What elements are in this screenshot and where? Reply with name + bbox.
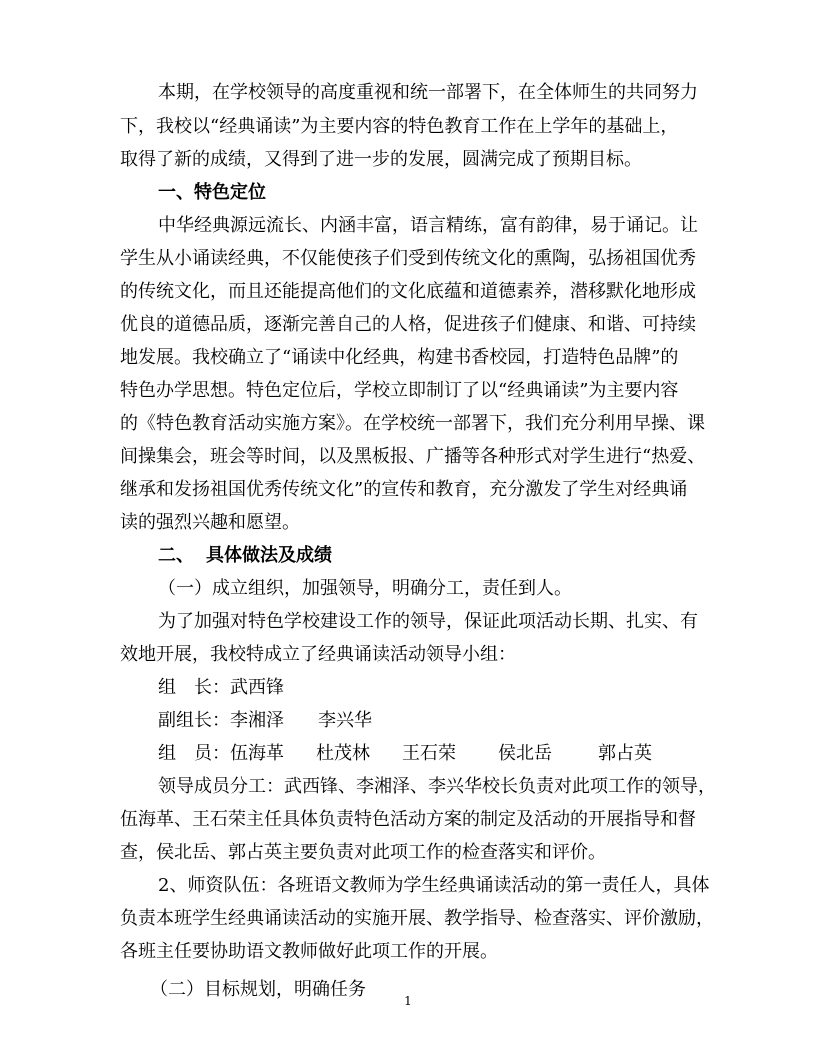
body-line: 效地开展，我校特成立了经典诵读活动领导小组： [120,644,516,665]
deputy-label: 副组长： [158,710,230,731]
leader-label: 组 长： [158,677,230,698]
body-line: 学生从小诵读经典，不仅能使孩子们受到传统文化的熏陶，弘扬祖国优秀 [120,248,696,269]
body-line: 读的强烈兴趣和愿望。 [120,512,300,533]
body-line: 2、师资队伍：各班语文教师为学生经典诵读活动的第一责任人，具体 [158,875,710,896]
body-line: 的传统文化，而且还能提高他们的文化底蕴和道德素养，潜移默化地形成 [120,281,696,302]
body-line: 地发展。我校确立了“诵读中化经典，构建书香校园，打造特色品牌”的 [120,347,679,368]
members-label: 组 员： [158,743,230,764]
subsection-heading: （二）目标规划，明确任务 [150,979,366,1000]
body-line: 中华经典源远流长、内涵丰富，语言精练，富有韵律，易于诵记。让 [158,215,698,236]
member-name: 杜茂林 [316,743,370,764]
section-heading: 一、特色定位 [158,182,266,203]
member-name: 郭占英 [598,743,652,764]
section-heading: 具体做法及成绩 [206,545,332,566]
member-name: 伍海革 [230,743,284,764]
body-line: 继承和发扬祖国优秀传统文化”的宣传和教育，充分激发了学生对经典诵 [120,479,688,500]
body-line: 领导成员分工：武西锋、李湘泽、李兴华校长负责对此项工作的领导， [158,776,716,797]
member-name: 王石荣 [402,743,456,764]
leader-name: 武西锋 [230,677,284,698]
body-line: 间操集会，班会等时间，以及黑板报、广播等各种形式对学生进行“热爱、 [120,446,706,467]
body-line: 优良的道德品质，逐渐完善自己的人格，促进孩子们健康、和谐、可持续 [120,314,696,335]
deputy-name: 李兴华 [318,710,372,731]
intro-line: 下，我校以“经典诵读”为主要内容的特色教育工作在上学年的基础上， [120,116,679,137]
subsection-heading: （一）成立组织，加强领导，明确分工，责任到人。 [158,578,572,599]
body-line: 各班主任要协助语文教师做好此项工作的开展。 [120,941,498,962]
page-number: 1 [404,994,412,1008]
deputy-name: 李湘泽 [230,710,284,731]
member-name: 侯北岳 [498,743,552,764]
body-line: 特色办学思想。特色定位后，学校立即制订了以“经典诵读”为主要内容 [120,380,679,401]
intro-line: 本期，在学校领导的高度重视和统一部署下，在全体师生的共同努力 [158,82,698,103]
section-heading-number: 二、 [158,545,194,566]
body-line: 伍海革、王石荣主任具体负责特色活动方案的制定及活动的开展指导和督 [120,809,696,830]
body-line: 查，侯北岳、郭占英主要负责对此项工作的检查落实和评价。 [120,842,606,863]
body-line: 负责本班学生经典诵读活动的实施开展、教学指导、检查落实、评价激励， [120,908,714,929]
body-line: 的《特色教育活动实施方案》。在学校统一部署下，我们充分利用早操、课 [120,413,705,434]
intro-line: 取得了新的成绩，又得到了进一步的发展，圆满完成了预期目标。 [120,149,642,170]
body-line: 为了加强对特色学校建设工作的领导，保证此项活动长期、扎实、有 [158,611,698,632]
